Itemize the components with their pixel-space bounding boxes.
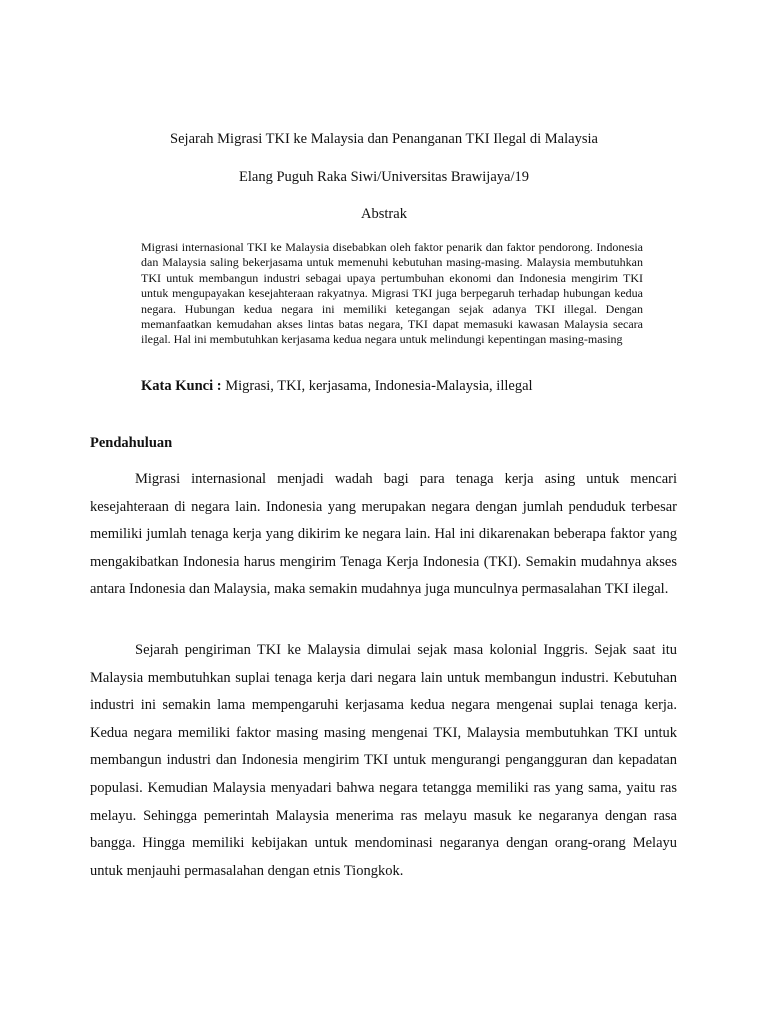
abstract-text: Migrasi internasional TKI ke Malaysia disebabkan oleh faktor penarik dan faktor pendorong. Indonesia dan Malaysia saling bekerjasama untuk memenuhi kebutuhan masing-masing. Malaysia membutuhkan TKI untuk membangun industri sebagai upaya pertumbuhan ekonomi dan Indonesia mengirim TKI untuk mengupayakan kesejahteraan rakyatnya. Migrasi TKI juga berpegaruh terhadap hubungan kedua negara. Hubungan kedua negara ini memiliki ketegangan sejak adanya TKI illegal. Dengan memanfaatkan kemudahan akses lintas batas negara, TKI dapat memasuki kawasan Malaysia secara ilegal. Hal ini membutuhkan kerjasama kedua negara untuk melindungi kepentingan masing-masing [141,240,643,347]
author-line: Elang Puguh Raka Siwi/Universitas Brawijaya/19 [239,169,529,185]
body-paragraph: Migrasi internasional menjadi wadah bagi para tenaga kerja asing untuk mencari kesejahteraan di negara lain. Indonesia yang merupakan negara dengan jumlah penduduk terbesar memiliki jumlah tenaga kerja yang dikirim ke negara lain. Hal ini dikarenakan beberapa faktor yang mengakibatkan Indonesia harus mengirim Tenaga Kerja Indonesia (TKI). Semakin mudahnya akses antara Indonesia dan Malaysia, maka semakin mudahnya juga munculnya permasalahan TKI ilegal. [90,471,677,598]
keywords-text: Migrasi, TKI, kerjasama, Indonesia-Malaysia, illegal [221,378,533,394]
abstract-heading: Abstrak [361,206,407,222]
body-paragraph: Sejarah pengiriman TKI ke Malaysia dimulai sejak masa kolonial Inggris. Sejak saat itu Malaysia membutuhkan suplai tenaga kerja dari negara lain untuk membangun industri. Kebutuhan industri ini semakin lama mempengaruhi kerjasama kedua negara mengenai suplai tenaga kerja. Kedua negara memiliki faktor masing masing mengenai TKI, Malaysia membutuhkan TKI untuk membangun industri dan Indonesia mengirim TKI untuk mengurangi pengangguran dan kepadatan populasi. Kemudian Malaysia menyadari bahwa negara tetangga memiliki ras yang sama, yaitu ras melayu. Sehingga pemerintah Malaysia menerima ras melayu masuk ke negaranya dengan rasa bangga. Hingga memiliki kebijakan untuk mendominasi negaranya dengan orang-orang Melayu untuk menjauhi permasalahan dengan etnis Tiongkok. [90,642,677,879]
section-heading: Pendahuluan [90,435,173,451]
document-title: Sejarah Migrasi TKI ke Malaysia dan Penanganan TKI Ilegal di Malaysia [170,131,598,147]
keywords-line [141,377,681,395]
keywords-label: Kata Kunci : [141,378,222,394]
